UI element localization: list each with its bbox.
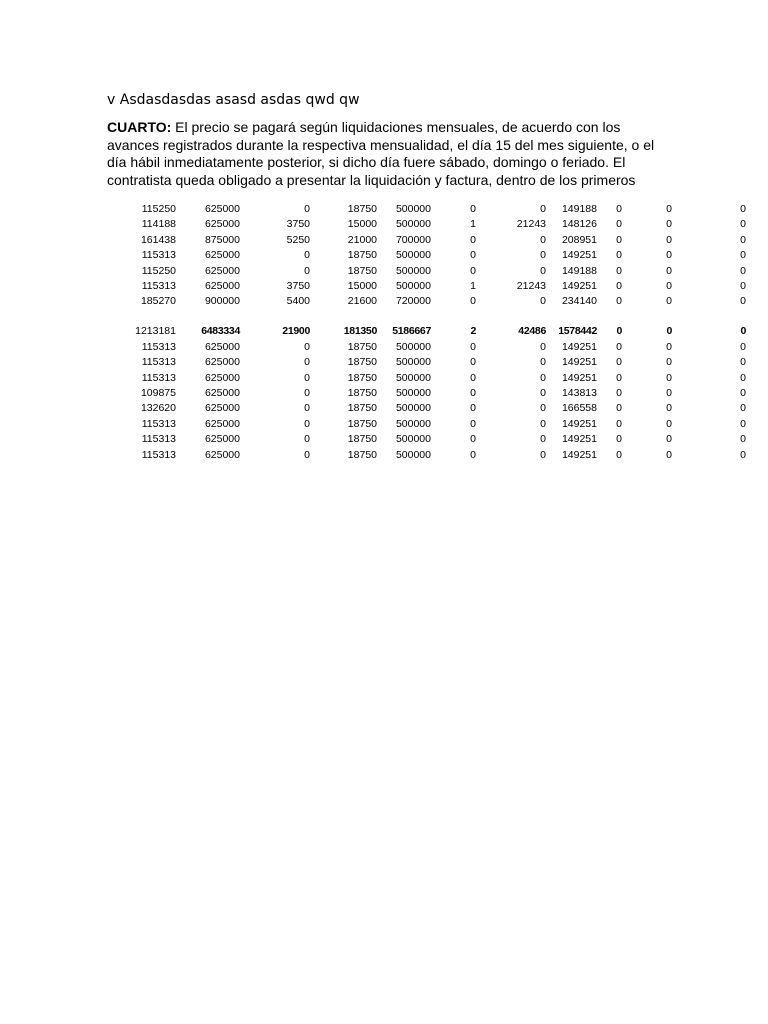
table-cell: 0: [540, 371, 546, 384]
table-cell: 500000: [395, 433, 431, 446]
table-cell: 0: [666, 433, 672, 446]
table-cell: 18750: [347, 264, 377, 277]
table-row: [0, 264, 746, 279]
table-cell: 0: [740, 218, 746, 231]
table-cell: 625000: [204, 448, 240, 461]
table-cell: 500000: [395, 264, 431, 277]
table-cell: 0: [304, 340, 310, 353]
table-cell: 0: [304, 417, 310, 430]
table-cell: 0: [616, 295, 622, 308]
table-row: [0, 340, 746, 355]
table-cell: 0: [666, 203, 672, 215]
table-cell: 0: [304, 402, 310, 415]
table-cell: 21243: [516, 218, 546, 231]
table-cell: 148126: [561, 218, 597, 231]
table-cell: 0: [470, 433, 476, 446]
document-heading: v Asdasdasdas asasd asdas qwd qw: [107, 92, 360, 108]
table-cell: 18750: [347, 203, 377, 215]
table-cell: 0: [740, 249, 746, 262]
table-cell: 18750: [347, 371, 377, 384]
table-cell: 109875: [140, 387, 176, 400]
table-cell: 18750: [347, 402, 377, 415]
table-cell: 0: [740, 264, 746, 277]
table-row: [0, 355, 746, 370]
table-cell: 234140: [561, 295, 597, 308]
table-cell: 0: [666, 356, 672, 369]
table-cell: 2: [470, 324, 476, 337]
table-cell: 0: [470, 264, 476, 277]
table-cell: 0: [616, 264, 622, 277]
table-row: [0, 233, 746, 248]
table-cell: 5250: [286, 233, 310, 246]
table-row: [0, 448, 746, 463]
table-cell: 625000: [204, 218, 240, 231]
table-cell: 185270: [140, 295, 176, 308]
table-cell: 0: [540, 203, 546, 215]
table-cell: 1213181: [135, 324, 176, 337]
table-cell: 0: [740, 371, 746, 384]
table-cell: 115250: [141, 264, 176, 277]
table-row: [0, 294, 746, 309]
table-cell: 875000: [204, 233, 240, 246]
table-cell: 0: [666, 324, 672, 337]
table-cell: 18750: [347, 417, 377, 430]
table-cell: 0: [666, 249, 672, 262]
table-cell: 18750: [347, 387, 377, 400]
table-cell: 0: [740, 203, 746, 215]
table-cell: 720000: [395, 295, 431, 308]
table-cell: 500000: [395, 203, 431, 215]
table-cell: 500000: [395, 340, 431, 353]
cuarto-label: CUARTO:: [107, 119, 172, 135]
table-cell: 0: [470, 295, 476, 308]
table-cell: 0: [540, 402, 546, 415]
liquidation-table: [0, 202, 746, 463]
table-cell: 500000: [395, 249, 431, 262]
table-cell: 0: [304, 203, 310, 215]
table-spacer: [0, 310, 746, 322]
table-cell: 0: [616, 340, 622, 353]
table-cell: 0: [540, 264, 546, 277]
table-cell: 0: [304, 387, 310, 400]
table-cell: 0: [666, 280, 672, 293]
table-cell: 0: [616, 356, 622, 369]
table-cell: 21243: [516, 280, 546, 293]
table-cell: 3750: [286, 218, 310, 231]
table-cell: 0: [540, 356, 546, 369]
table-cell: 161438: [140, 233, 176, 246]
table-cell: 0: [540, 417, 546, 430]
table-cell: 0: [540, 433, 546, 446]
table-cell: 18750: [347, 356, 377, 369]
table-cell: 18750: [347, 448, 377, 461]
table-cell: 500000: [395, 402, 431, 415]
table-cell: 149251: [561, 249, 597, 262]
table-cell: 0: [616, 433, 622, 446]
table-cell: 625000: [204, 356, 240, 369]
table-cell: 0: [666, 233, 672, 246]
table-cell: 500000: [395, 448, 431, 461]
table-cell: 0: [304, 433, 310, 446]
table-cell: 0: [616, 233, 622, 246]
table-row: [0, 417, 746, 432]
table-cell: 500000: [395, 417, 431, 430]
table-cell: 0: [304, 356, 310, 369]
table-row: [0, 248, 746, 263]
table-cell: 115313: [141, 340, 176, 353]
table-cell: 0: [616, 203, 622, 215]
table-cell: 0: [616, 417, 622, 430]
table-cell: 42486: [518, 324, 546, 337]
table-cell: 0: [740, 324, 746, 337]
table-cell: 0: [616, 402, 622, 415]
table-row: [0, 432, 746, 447]
table-cell: 114188: [141, 218, 176, 231]
table-cell: 18750: [347, 249, 377, 262]
table-cell: 0: [666, 402, 672, 415]
table-cell: 0: [616, 280, 622, 293]
cuarto-paragraph: [107, 119, 659, 189]
table-cell: 0: [666, 448, 672, 461]
table-cell: 115313: [141, 448, 176, 461]
table-cell: 21000: [347, 233, 377, 246]
table-cell: 0: [304, 448, 310, 461]
table-cell: 0: [470, 371, 476, 384]
table-cell: 149251: [561, 280, 597, 293]
table-cell: 0: [540, 233, 546, 246]
table-cell: 15000: [347, 280, 377, 293]
table-cell: 0: [666, 218, 672, 231]
table-cell: 132620: [140, 402, 176, 415]
table-cell: 625000: [204, 340, 240, 353]
table-cell: 0: [540, 340, 546, 353]
table-cell: 0: [666, 340, 672, 353]
table-cell: 0: [616, 324, 622, 337]
table-cell: 0: [470, 387, 476, 400]
table-cell: 115313: [141, 417, 176, 430]
table-cell: 625000: [204, 264, 240, 277]
table-cell: 5400: [286, 295, 310, 308]
table-cell: 6483334: [201, 324, 240, 337]
table-cell: 0: [540, 249, 546, 262]
table-cell: 0: [740, 280, 746, 293]
table-cell: 149251: [561, 417, 597, 430]
table-cell: 21600: [347, 295, 377, 308]
table-cell: 0: [304, 264, 310, 277]
table-total-row: [0, 322, 746, 340]
table-row: [0, 279, 746, 294]
table-row: [0, 386, 746, 401]
table-cell: 115313: [141, 371, 176, 384]
table-cell: 500000: [395, 218, 431, 231]
table-cell: 0: [616, 387, 622, 400]
table-cell: 1: [470, 280, 476, 293]
table-cell: 149251: [561, 433, 597, 446]
table-cell: 0: [470, 249, 476, 262]
table-cell: 0: [740, 340, 746, 353]
table-cell: 0: [666, 387, 672, 400]
table-cell: 0: [740, 433, 746, 446]
table-cell: 0: [740, 448, 746, 461]
table-cell: 15000: [347, 218, 377, 231]
table-cell: 166558: [561, 402, 597, 415]
table-cell: 0: [616, 218, 622, 231]
table-cell: 0: [470, 402, 476, 415]
table-cell: 0: [540, 387, 546, 400]
table-cell: 181350: [343, 324, 377, 337]
table-cell: 149251: [561, 371, 597, 384]
table-cell: 0: [666, 264, 672, 277]
table-cell: 900000: [204, 295, 240, 308]
table-cell: 5186667: [392, 324, 431, 337]
table-cell: 0: [470, 417, 476, 430]
table-cell: 115313: [141, 433, 176, 446]
table-cell: 0: [304, 249, 310, 262]
cuarto-text: El precio se pagará según liquidaciones mensuales, de acuerdo con los avances registrados durante la respectiva mensualidad, el día 15 del mes siguiente, o el día hábil inmediatamente posterior, si dicho día fuere sábado, domingo o feriado. El contratista queda obligado a presentar la liquidación y factura, dentro de los primeros: [107, 119, 655, 188]
table-cell: 0: [740, 295, 746, 308]
table-cell: 625000: [204, 249, 240, 262]
table-cell: 0: [740, 417, 746, 430]
table-cell: 700000: [395, 233, 431, 246]
table-cell: 149188: [561, 203, 597, 215]
table-row: [0, 401, 746, 416]
table-cell: 625000: [204, 433, 240, 446]
table-cell: 115250: [141, 203, 176, 215]
table-cell: 0: [740, 356, 746, 369]
table-cell: 0: [666, 295, 672, 308]
table-cell: 149188: [561, 264, 597, 277]
table-cell: 0: [616, 249, 622, 262]
table-cell: 115313: [141, 356, 176, 369]
table-cell: 0: [740, 233, 746, 246]
table-cell: 21900: [282, 324, 310, 337]
table-cell: 3750: [286, 280, 310, 293]
table-row: [0, 202, 746, 217]
table-cell: 0: [666, 417, 672, 430]
table-cell: 500000: [395, 371, 431, 384]
table-cell: 0: [470, 233, 476, 246]
table-cell: 149251: [561, 340, 597, 353]
table-cell: 0: [540, 295, 546, 308]
table-cell: 0: [470, 448, 476, 461]
table-cell: 0: [304, 371, 310, 384]
table-row: [0, 371, 746, 386]
table-cell: 143813: [561, 387, 597, 400]
table-cell: 0: [740, 387, 746, 400]
table-cell: 500000: [395, 356, 431, 369]
table-cell: 18750: [347, 433, 377, 446]
table-cell: 149251: [561, 448, 597, 461]
table-cell: 0: [740, 402, 746, 415]
table-cell: 208951: [561, 233, 597, 246]
table-row: [0, 217, 746, 232]
table-cell: 115313: [141, 249, 176, 262]
table-cell: 149251: [561, 356, 597, 369]
table-cell: 0: [616, 448, 622, 461]
table-cell: 0: [470, 340, 476, 353]
table-cell: 115313: [141, 280, 176, 293]
table-cell: 0: [470, 356, 476, 369]
table-cell: 0: [540, 448, 546, 461]
table-cell: 0: [470, 203, 476, 215]
table-cell: 1578442: [558, 324, 597, 337]
table-cell: 625000: [204, 387, 240, 400]
table-cell: 500000: [395, 387, 431, 400]
table-cell: 625000: [204, 402, 240, 415]
table-cell: 18750: [347, 340, 377, 353]
table-cell: 625000: [204, 280, 240, 293]
table-cell: 625000: [204, 203, 240, 215]
table-cell: 0: [666, 371, 672, 384]
table-cell: 500000: [395, 280, 431, 293]
table-cell: 625000: [204, 371, 240, 384]
table-cell: 1: [470, 218, 476, 231]
table-cell: 625000: [204, 417, 240, 430]
table-cell: 0: [616, 371, 622, 384]
